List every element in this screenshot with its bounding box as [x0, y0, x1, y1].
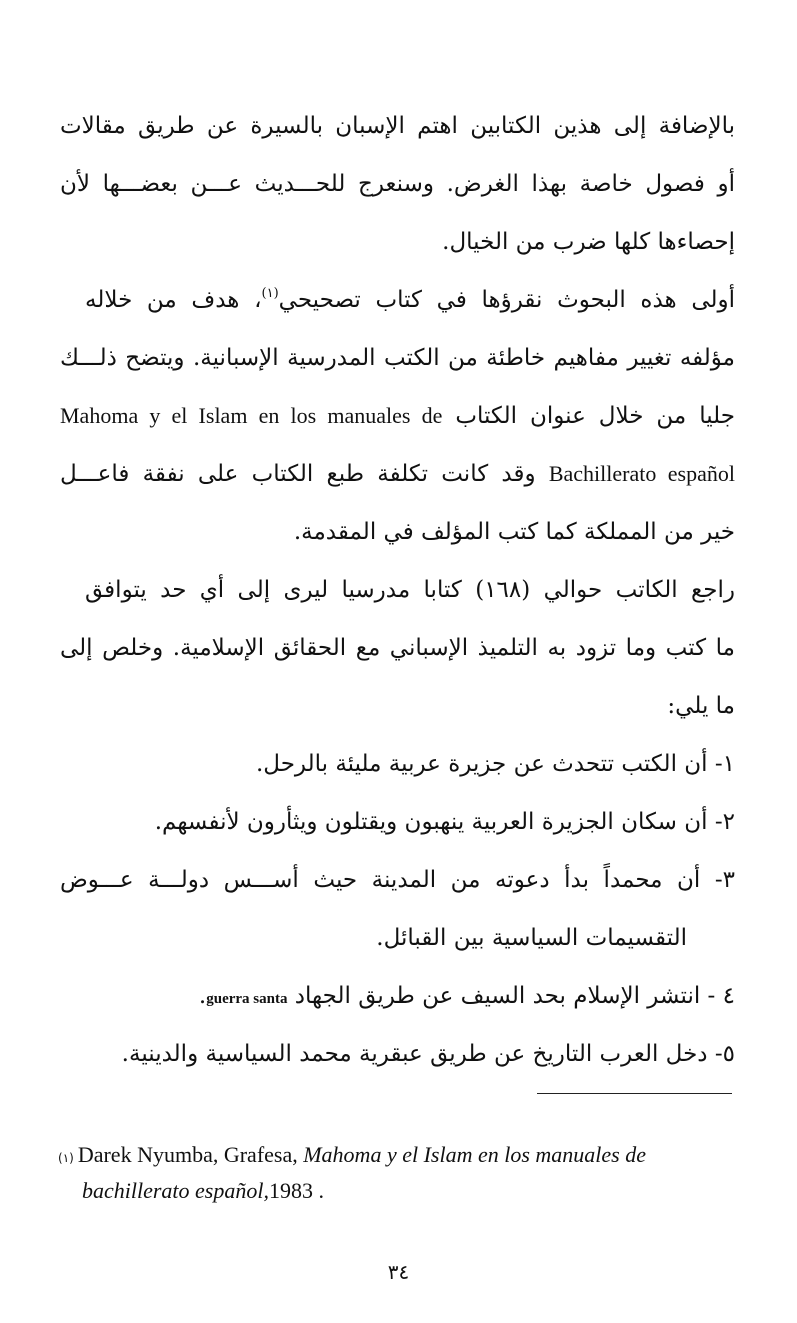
list-item-3: ٣- أن محمداً بدأ دعوته من المدينة حيث أســـس دولـــة عـــوض — [60, 867, 735, 893]
text-line-8: خير من المملكة كما كتب المؤلف في المقدمة. — [293, 519, 735, 545]
footnote-authors: Darek Nyumba, Grafesa, — [77, 1142, 298, 1167]
footnote-separator — [537, 1093, 732, 1094]
text-line-6 — [60, 387, 735, 445]
text-segment: جليا من خلال عنوان الكتاب — [455, 403, 735, 429]
latin-book-title: Mahoma y el Islam en los manuales de — [60, 403, 443, 428]
page-number: ٣٤ — [387, 1260, 410, 1284]
latin-book-title: Bachillerato español — [548, 461, 735, 486]
text-segment: . — [198, 983, 207, 1009]
text-line-5: مؤلفه تغيير مفاهيم خاطئة من الكتب المدرسية الإسبانية. ويتضح ذلـــك — [60, 345, 735, 371]
latin-term: guerra santa — [206, 991, 288, 1007]
text-line-9: راجع الكاتب حوالي (١٦٨) كتابا مدرسيا ليرى إلى أي حد يتوافق — [85, 577, 735, 603]
list-item-5: ٥- دخل العرب التاريخ عن طريق عبقرية محمد السياسية والدينية. — [121, 1041, 735, 1067]
list-item-3-continuation: التقسيمات السياسية بين القبائل. — [376, 925, 687, 951]
text-line-3: إحصاءها كلها ضرب من الخيال. — [442, 229, 735, 255]
footnote-year: 1983 . — [268, 1178, 324, 1203]
text-line-10: ما كتب وما تزود به التلميذ الإسباني مع الحقائق الإسلامية. وخلص إلى — [60, 635, 735, 661]
footnote-line-1 — [58, 1138, 738, 1175]
footnote-title: Mahoma y el Islam en los manuales de — [303, 1142, 647, 1167]
text-line-7 — [60, 445, 735, 503]
list-item-1: ١- أن الكتب تتحدث عن جزيرة عربية مليئة بالرحل. — [255, 751, 735, 777]
footnote-line-2 — [82, 1174, 762, 1207]
text-line-11: ما يلي: — [667, 693, 735, 719]
footnote-title: bachillerato español, — [82, 1178, 269, 1203]
text-segment: أولى هذه البحوث نقرؤها في كتاب تصحيحي — [278, 287, 735, 313]
text-segment: وقد كانت تكلفة طبع الكتاب على نفقة فاعـــل — [60, 461, 536, 487]
text-line-4 — [85, 271, 735, 329]
footnote-number: (١) — [58, 1151, 74, 1165]
text-segment: ٤ - انتشر الإسلام بحد السيف عن طريق الجهاد — [294, 983, 735, 1009]
text-line-1: بالإضافة إلى هذين الكتابين اهتم الإسبان بالسيرة عن طريق مقالات — [60, 113, 735, 139]
text-line-2: أو فصول خاصة بهذا الغرض. وسنعرج للحـــديث عـــن بعضـــها لأن — [60, 171, 735, 197]
list-item-2: ٢- أن سكان الجزيرة العربية ينهبون ويقتلون ويثأرون لأنفسهم. — [154, 809, 735, 835]
footnote-marker: (١) — [261, 286, 279, 301]
text-segment: ، هدف من خلاله — [85, 287, 262, 313]
list-item-4 — [60, 967, 735, 1025]
